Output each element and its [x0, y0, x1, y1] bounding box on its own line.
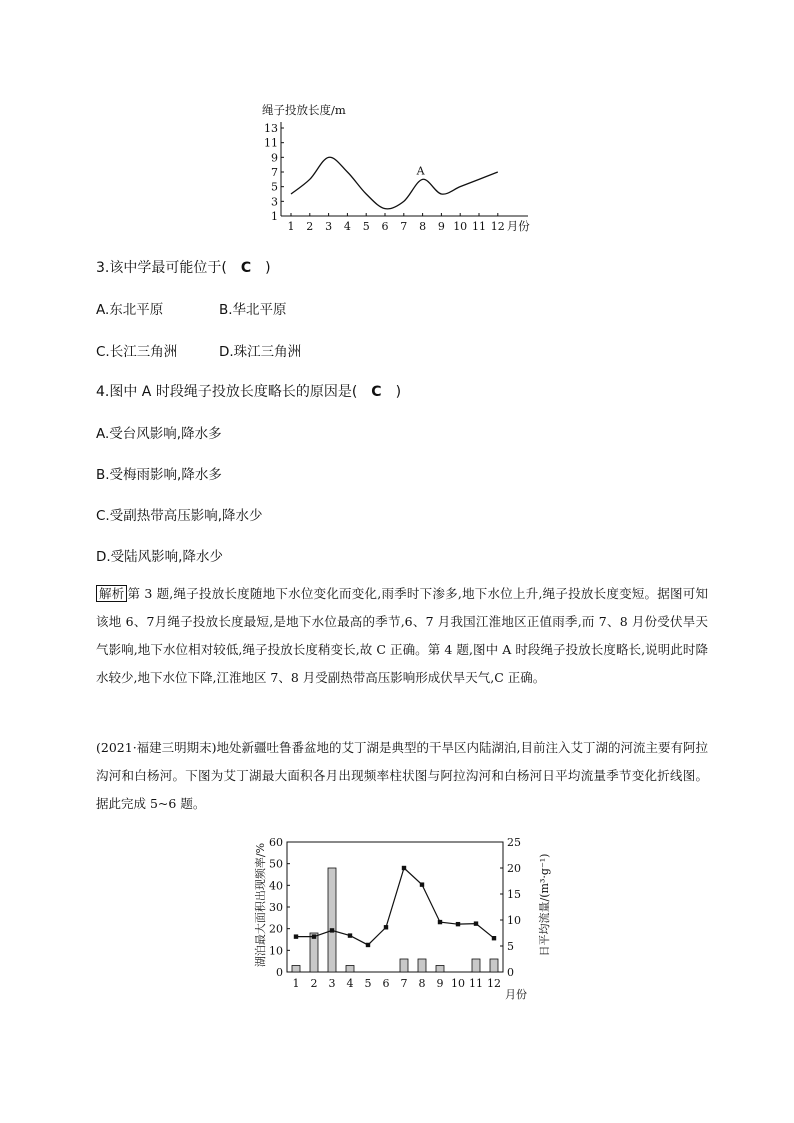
chart1-xtick-label: 6 [381, 220, 389, 233]
chart2-flow-point [420, 882, 424, 886]
chart1-xtick-label: 7 [400, 220, 408, 233]
chart2-xtick-label: 11 [469, 977, 483, 990]
chart1-xtick-label: 2 [306, 220, 314, 233]
chart2-flow-point [438, 920, 442, 924]
chart1-annotation-a: A [416, 164, 425, 178]
chart2-y2tick-label: 20 [507, 862, 521, 875]
chart2-frequency-bar [328, 868, 336, 972]
chart2-flow-point [402, 866, 406, 870]
chart2-xtick-label: 5 [364, 977, 372, 990]
chart1-xtick-label: 1 [287, 220, 295, 233]
chart1-ytick-label: 5 [271, 180, 278, 194]
chart1-xunit: 月份 [506, 219, 530, 233]
chart1-ytick-label: 7 [271, 166, 278, 179]
question-4-stem: 4.图中 A 时段绳子投放长度略长的原因是( [96, 384, 358, 400]
chart2-xtick-label: 1 [292, 977, 300, 990]
analysis-tag: 解析 [96, 585, 127, 602]
chart1-xtick-label: 9 [437, 220, 445, 233]
chart2-ytick-label: 60 [269, 836, 283, 849]
analysis-block [96, 580, 708, 692]
chart2-flow-point [492, 936, 496, 940]
chart2-flow-point [384, 925, 388, 929]
chart2-flow-point [456, 922, 460, 926]
chart2-ytick-label: 20 [269, 922, 283, 936]
chart2-y2tick-label: 5 [507, 940, 514, 953]
chart2-y2tick-label: 10 [507, 914, 521, 927]
chart2-xtick-label: 6 [382, 977, 390, 990]
chart2-y2tick-label: 15 [507, 888, 521, 901]
chart1-ytick-label: 3 [271, 195, 278, 209]
passage-text: (2021·福建三明期末)地处新疆吐鲁番盆地的艾丁湖是典型的干旱区内陆湖泊,目前注入艾丁湖的河流主要有阿拉沟河和白杨河。下图为艾丁湖最大面积各月出现频率柱状图与阿拉沟河和白杨河日平均流量季节变化折线图。据此完成 5~6 题。 [96, 740, 709, 811]
chart2-frequency-bar [292, 966, 300, 973]
question-3-answer: C [240, 260, 252, 276]
question-4-answer: C [371, 384, 382, 400]
chart2-y2label: 日平均流量/(m³·g⁻¹) [538, 853, 551, 957]
chart1-xtick-label: 5 [362, 220, 370, 233]
question-4-close: ) [395, 384, 402, 400]
chart2-xtick-label: 9 [436, 977, 444, 990]
chart1-ylabel: 绳子投放长度/m [262, 103, 346, 117]
chart2-xtick-label: 12 [487, 977, 501, 990]
chart2-xtick-label: 2 [310, 977, 318, 990]
chart1-xtick-label: 12 [490, 220, 505, 233]
chart2-frequency-bar [400, 959, 408, 972]
chart2-flow-point [348, 933, 352, 937]
chart2-frequency-bar [472, 959, 480, 972]
chart1-series-line [291, 157, 498, 209]
chart1-ytick-label: 13 [264, 122, 278, 135]
chart1-xtick-label: 3 [325, 220, 333, 233]
chart2-ytick-label: 30 [269, 901, 283, 914]
chart1-xtick-label: 10 [453, 220, 468, 233]
chart2-frequency-bar [346, 966, 354, 973]
chart1-ytick-label: 1 [271, 210, 278, 223]
chart2-flow-point [330, 928, 334, 932]
chart2-xunit: 月份 [505, 988, 527, 1000]
chart2-flow-point [474, 921, 478, 925]
question-3 [96, 257, 271, 277]
chart1-ytick-label: 11 [264, 136, 278, 150]
chart2-frequency-bar [490, 959, 498, 972]
chart2-flow-point [366, 943, 370, 947]
chart2-ytick-label: 50 [269, 857, 283, 871]
analysis-text: 第 3 题,绳子投放长度随地下水位变化而变化,雨季时下渗多,地下水位上升,绳子投放长度变短。据图可知该地 6、7月绳子投放长度最短,是地下水位最高的季节,6、7 月我国江淮地区正值雨季,而 7、8 月份受伏旱天气影响,地下水位相对较低,绳子投放长度稍变长,故 C 正确。第 4 题,图中 A 时段绳子投放长度略长,说明此时降水较少,地下水位下降,江淮地区 7、8 月受副热带高压影响形成伏旱天气,C 正确。 [96, 586, 708, 685]
chart2-ylabel: 湖泊最大面积出现频率/% [254, 842, 267, 968]
chart2-flow-point [312, 934, 316, 938]
chart2-xtick-label: 3 [328, 977, 336, 990]
q3-option-d: D.珠江三角洲 [219, 344, 302, 360]
question-3-stem: 3.该中学最可能位于( [96, 260, 227, 276]
q4-option-c: C.受副热带高压影响,降水少 [96, 508, 263, 524]
chart2-xtick-label: 4 [346, 977, 354, 990]
chart2-frequency-bar [418, 959, 426, 972]
q3-option-c: C.长江三角洲 [96, 344, 178, 360]
question-3-close: ) [265, 260, 271, 276]
chart2-frequency-bar [436, 966, 444, 973]
chart2-xtick-label: 7 [400, 977, 408, 990]
chart2-ytick-label: 0 [276, 966, 283, 979]
q3-option-b: B.华北平原 [219, 302, 287, 318]
chart2-frequency-bar [310, 933, 318, 972]
q4-option-b: B.受梅雨影响,降水多 [96, 467, 222, 483]
chart1-ytick-label: 9 [271, 151, 278, 165]
chart2-flow-point [294, 934, 298, 938]
chart2-xtick-label: 8 [418, 977, 426, 990]
rope-length-chart [258, 100, 548, 238]
lake-frequency-flow-chart [250, 830, 570, 1000]
chart2-y2tick-label: 25 [507, 836, 521, 849]
chart2-flow-line [296, 868, 494, 945]
chart1-xtick-label: 11 [472, 220, 486, 233]
chart2-plot-frame [287, 842, 503, 972]
chart1-xtick-label: 8 [419, 220, 427, 233]
question-4 [96, 381, 401, 401]
q4-option-d: D.受陆风影响,降水少 [96, 549, 223, 565]
chart2-y2tick-label: 0 [507, 966, 514, 979]
chart1-xtick-label: 4 [343, 220, 351, 233]
passage-block [96, 734, 708, 818]
q4-option-a: A.受台风影响,降水多 [96, 426, 222, 442]
chart2-ytick-label: 10 [269, 944, 283, 958]
chart2-xtick-label: 10 [451, 977, 465, 990]
q3-option-a: A.东北平原 [96, 302, 164, 318]
chart2-ytick-label: 40 [269, 879, 283, 893]
